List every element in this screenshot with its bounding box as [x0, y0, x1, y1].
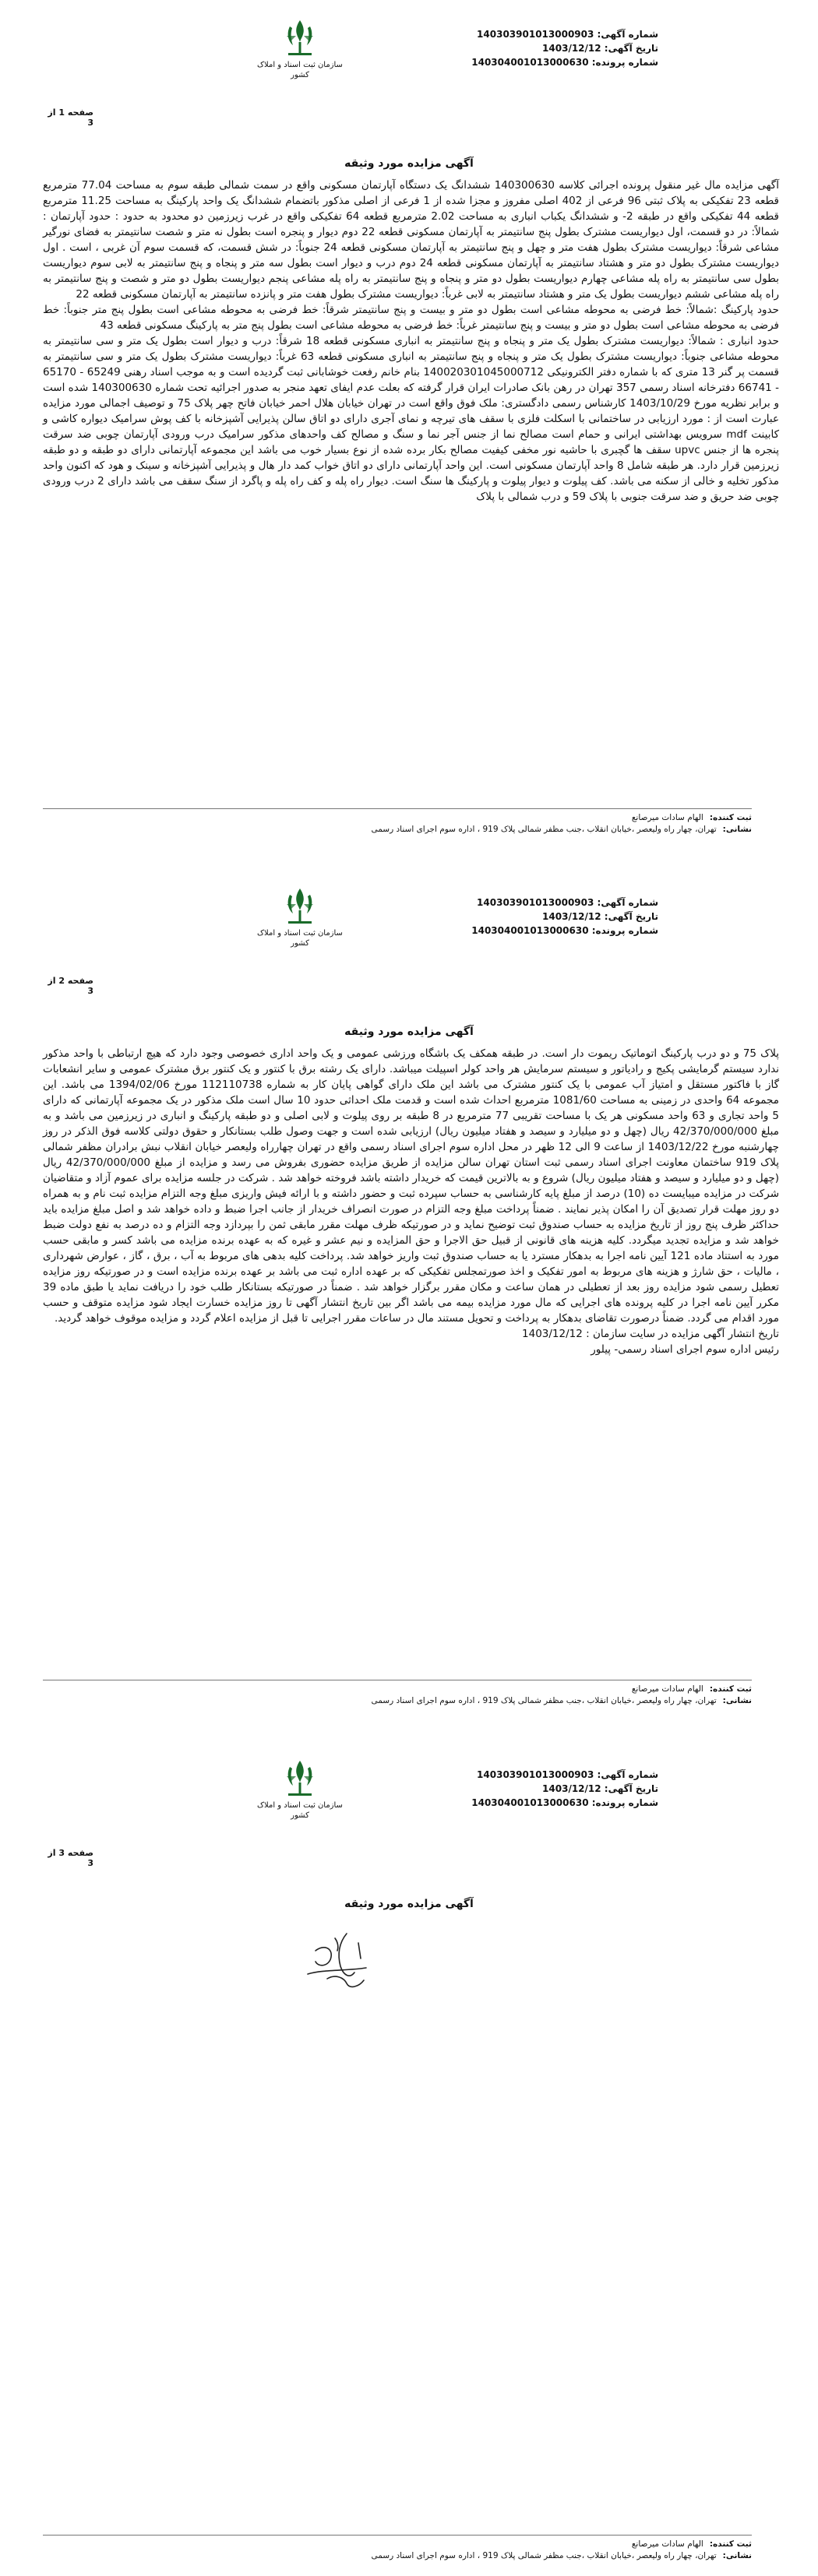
signatory: رئیس اداره سوم اجرای اسناد رسمی- پیلور [591, 1343, 779, 1356]
document-footer [43, 808, 752, 836]
file-number: شماره پرونده: 140304001013000630 [471, 925, 658, 936]
document-title: آگهی مزایده مورد وثیقه [344, 1898, 474, 1910]
body-paragraph: حدود پارکینگ :شمالاً: خط فرضی به محوطه مشاعی است بطول دو متر و بیست و پنج سانتیمتر شرقاً: خط فرضی به محوطه مشاعی است بطول پنج متر جنوباً: خط فرضی به محوطه مشاعی است بطول دو متر و بیست و پنج سانتیمتر غرباً: خط فرضی به محوطه مشاعی است بطول پنج متر به پارکینگ مسکونی قطعه 43 [43, 304, 779, 332]
page-number: صفحه 2 از 3 [48, 976, 93, 996]
emblem-caption: سازمان ثبت اسناد و املاک کشور [257, 929, 343, 948]
iran-emblem-icon [280, 1758, 319, 1800]
document-body [43, 178, 779, 505]
body-paragraph: پلاک 75 و دو درب پارکینگ اتوماتیک ریموت دار است. در طبقه همکف یک باشگاه ورزشی عمومی و یک واحد اداری خصوصی وجود دارد که هیچ ارتباطی با واحد مذکور ندارد سیستم گرمایشی پکیج و رادیاتور و سیستم سرمایش هر واحد کولر اسپیلت میباشد. دارای یک رشته برق با کنتور و یک کنتور برق مشترک عمومی و سایر انشعابات گاز با فاکتور مستقل و امتیاز آب عمومی با یک کنتور مشترک می باشد این ملک دارای گواهی پایان کار به شماره 112110738 مورخ 1394/02/06 می باشد. این مجموعه 64 واحدی در زمینی به مساحت 1081/60 مترمربع احداث شده است و قدمت ملک احداثی حدود 10 سال است ملک مذکور در یک مجموعه آپارتمانی که دارای 5 واحد تجاری و 63 واحد مسکونی هر یک با مساحت تقریبی 77 مترمربع در 8 طبقه بر روی پیلوت و لابی اصلی و دو طبقه پارکینگ و انباری در زیرزمین می باشد و به مبلغ 42/370/000/000 ریال (چهل و دو میلیارد و سیصد و هفتاد میلیون ریال) ارزیابی شده است و جهت وصول طلب بستانکار و حقوق دولتی کلاسه فوق الذکر در روز چهارشنبه مورخ 1403/12/22 از ساعت 9 الی 12 ظهر در محل اداره سوم اجرای اسناد رسمی واقع در تهران چهارراه ولیعصر خیابان انقلاب نبش برادران مظفر شمالی پلاک 919 ساختمان معاونت اجرای اسناد رسمی ثبت استان تهران سالن مزایده از طریق مزایده حضوری بفروش می رسد و مزایده از مبلغ 42/370/000/000 ریال (چهل و دو میلیارد و سیصد و هفتاد میلیون ریال) شروع و به بالاترین قیمت که خریدار داشته باشد فروخته خواهد شد . شرکت در جلسه مزایده برای عموم آزاد و متقاضیان شرکت در مزایده میبایست ده (10) درصد از مبلغ پایه کارشناسی به حساب سپرده ثبت و حضور داشته و با ارائه فیش واریزی مبلغ وجه التزام مزایده ثبت نام و به همراه دو روز مهلت قرار تصدیق آن را امکان پذیر نمایند . ضمناً پرداخت مبلغ وجه التزام در صورت انصراف خریدار از جانب اجرا ضبط و داده خواهد شد و اصل مبلغ مزایده باید حداکثر ظرف پنج روز از تاریخ مزایده به حساب صندوق ثبت توضیح نماید و در صورتیکه ظرف مهلت مقرر مابقی ثمن را بپردازد وجه التزام و ده درصد به نفع دولت ضبط خواهد شد و مزایده تجدید میگردد. کلیه هزینه های قانونی از قبیل حق الاجرا و حق المزایده و نیم عشر و غیره که به عهده برنده مزایده می باشد کسر و مابقی حسب مورد به استناد ماده 121 آیین نامه اجرا به بدهکار مسترد یا به حساب صندوق ثبت واریز خواهد شد. پرداخت کلیه بدهی های مربوط به آب ، برق ، گاز ، عوارض شهرداری ، مالیات ، حق شارژ و هزینه های مربوط به امور تفکیک و اخذ صورتمجلس تفکیکی که بر عهده اداره ثبت می باشد بر عهده برنده مزایده است و در صورتیکه روز مزایده تعطیل رسمی شود مزایده روز بعد از تعطیلی در همان ساعت و مکان مقرر برگزار خواهد شد . ضمناً در صورتیکه بستانکار طلب خود را دریافت نماید یا طبق ماده 39 مکرر آیین نامه اجرا در کلیه پرونده های اجرایی که مال مورد مزایده بیمه می باشد اگر بین تاریخ انتشار آگهی تا روز مزایده خسارت ایجاد شود مزایده متوقف و حسب مورد اقدام می گردد. ضمناً درصورت تقاضای بدهکار به پرداخت و تحویل مستند مال در ساعات مقرر اجرایی تا قبل از مزایده اعلام گردد و مزایده موقوف خواهد گردید. [43, 1047, 780, 1325]
iran-emblem-icon [280, 885, 319, 928]
document-body [43, 1046, 779, 1357]
file-number: شماره پرونده: 140304001013000630 [471, 57, 658, 68]
registration-emblem [249, 885, 351, 948]
emblem-caption: سازمان ثبت اسناد و املاک کشور [257, 61, 343, 79]
document-page-3 [0, 1740, 818, 2576]
ad-meta [425, 1768, 658, 1810]
ad-date: تاریخ آگهی: 1403/12/12 [542, 911, 658, 922]
document-page-2 [0, 868, 818, 1713]
iran-emblem-icon [280, 17, 319, 60]
ad-number: شماره آگهی: 140303901013000903 [477, 1769, 658, 1780]
document-title: آگهی مزایده مورد وثیقه [344, 1026, 474, 1038]
body-paragraph: آگهی مزایده مال غیر منقول پرونده اجرائی کلاسه 140300630 ششدانگ یک دستگاه آپارتمان مسکونی واقع در سمت شمالی طبقه سوم به مساحت 77.04 مترمربع قطعه 23 تفکیکی به پلاک ثبتی 96 فرعی از 402 اصلی مفروز و مجزا شده از 1 فرعی از اصلی مذکور باتضمام ششدانگ یک واحد پارکینگ به مساحت 11.25 مترمربع قطعه 44 تفکیکی واقع در طبقه 2- و ششدانگ یکباب انباری به مساحت 2.02 مترمربع قطعه 64 تفکیکی واقع در غرب زیرزمین دو محدود به حدود : حدود آپارتمان : شمالاً: در دو قسمت، اول دیواریست مشترک بطول پنج سانتیمتر به آپارتمان مسکونی قطعه 22 دوم دیوار و پنجره است بطول نه متر و شصت سانتیمتر به فضای نورگیر مشاعی شرقاً: دیواریست مشترک بطول هفت متر و چهل و پنج سانتیمتر به آپارتمان مسکونی قطعه 24 جنوباً: در شش قسمت، که قسمت سوم آن غربی ، است . اول دیواریست مشترک بطول دو متر و هشتاد سانتیمتر به آپارتمان مسکونی قطعه 24 دوم درب و دیوار است بطول سه متر و پنجاه و پنج سانتیمتر به لابی سوم دیواریست بطول سی سانتیمتر به راه پله مشاعی چهارم دیواریست بطول دو متر و پنجاه و پنج سانتیمتر به راه پله مشاعی پنجم دیواریست بطول دو متر و شصت و پنج سانتیمتر به راه پله مشاعی ششم دیواریست بطول یک متر و هشتاد سانتیمتر به لابی غرباً: دیواریست مشترک بطول هفت متر و پانزده سانتیمتر به آپارتمان مسکونی قطعه 22 [43, 179, 780, 301]
ad-meta [425, 27, 658, 69]
emblem-caption: سازمان ثبت اسناد و املاک کشور [257, 1801, 343, 1820]
address-label: نشانی: [722, 1696, 752, 1705]
registration-emblem [249, 1758, 351, 1821]
ad-number: شماره آگهی: 140303901013000903 [477, 897, 658, 908]
registration-emblem [249, 17, 351, 80]
document-page-1 [0, 0, 818, 837]
document-footer [43, 2535, 752, 2562]
ad-date: تاریخ آگهی: 1403/12/12 [542, 1783, 658, 1794]
issuer-label: ثبت کننده: [709, 1684, 752, 1694]
issuer-name: الهام سادات میرصانع [631, 2539, 703, 2549]
body-paragraph: حدود انباری : شمالاً: دیواریست مشترک بطول یک متر و پنجاه و پنج سانتیمتر به انباری مسکونی قطعه 18 شرقاً: درب و دیوار است بطول یک متر و سی سانتیمتر به محوطه مشاعی جنوباً: دیواریست مشترک بطول یک متر و پنجاه و پنج سانتیمتر به انباری مسکونی قطعه 63 غرباً: دیواریست مشترک بطول یک متر و سی سانتیمتر به قسمت پر گنر 13 متری که با شماره دفتر الکترونیکی 140020301045000712 بنام خانم رفعت خوشابانی ثبت گردیده است و به موجب اسناد رهنی 65249 - 65170 - 66741 دفترخانه اسناد رسمی 357 تهران در رهن بانک صادرات ایران قرار گرفته که بعلت عدم ایفای تعهد منجر به صدور اجرائیه تحت شماره 140300630 شده است و برابر نظریه مورخ 1403/10/29 کارشناس رسمی دادگستری: ملک فوق واقع است در تهران خیابان هلال احمر خیابان فاتح چهر پلاک 75 و توصیف اجمالی مورد مزایده عبارت است از : مورد ارزیابی در ساختمانی با اسکلت فلزی با سقف های تیرچه و نمای آجری دارای دو اتاق سالن پذیرایی آشپزخانه با کف پوش سرامیک دیواره کاشی و کابینت mdf سرویس بهداشتی ایرانی و حمام است مصالح نما از جنس آجر نما و سنگ و مصالح کف واحدهای مذکور سرامیک درب ورودی آپارتمان چوبی ضد سرقت پنجره ها از جنس upvc سقف ها گچبری با حاشیه نور مخفی کیفیت مصالح بکار برده شده از نوع بسیار خوب می باشد این مجموعه آپارتمانی دارای دو طبقه و دو طبقه زیرزمین قرار دارد. هر طبقه شامل 8 واحد آپارتمان مسکونی است. این واحد آپارتمانی دارای دو اتاق خواب کمد دار هال و پذیرایی آشپزخانه و سینک و هود که اکنون واحد مذکور تخلیه و خالی از سکنه می باشد. کف پیلوت و دیوار پیلوت و پارکینگ ها سنگ است. دیوار راه پله و کف راه پله و پاگرد از سنگ سقف می باشد دارای 2 درب ورودی چوبی ضد حریق و ضد سرقت جنوبی با پلاک 59 و درب شمالی با پلاک [43, 335, 780, 503]
issuer-name: الهام سادات میرصانع [631, 813, 703, 822]
ad-number: شماره آگهی: 140303901013000903 [477, 29, 658, 40]
file-number: شماره پرونده: 140304001013000630 [471, 1797, 658, 1808]
issuer-name: الهام سادات میرصانع [631, 1684, 703, 1694]
address-label: نشانی: [722, 2551, 752, 2560]
address-text: تهران، چهار راه ولیعصر ،خیابان انقلاب ،جنب مظفر شمالی پلاک 919 ، اداره سوم اجرای اسناد رسمی [371, 825, 717, 834]
page-number: صفحه 1 از 3 [48, 107, 93, 128]
address-text: تهران، چهار راه ولیعصر ،خیابان انقلاب ،جنب مظفر شمالی پلاک 919 ، اداره سوم اجرای اسناد رسمی [371, 1696, 717, 1705]
page-number: صفحه 3 از 3 [48, 1848, 93, 1868]
issuer-label: ثبت کننده: [709, 813, 752, 822]
handwritten-signature [292, 1927, 378, 1997]
address-text: تهران، چهار راه ولیعصر ،خیابان انقلاب ،جنب مظفر شمالی پلاک 919 ، اداره سوم اجرای اسناد رسمی [371, 2551, 717, 2560]
document-title: آگهی مزایده مورد وثیقه [344, 157, 474, 170]
ad-meta [425, 896, 658, 938]
publication-date: تاریخ انتشار آگهی مزایده در سایت سازمان : 1403/12/12 [522, 1328, 779, 1340]
ad-date: تاریخ آگهی: 1403/12/12 [542, 43, 658, 54]
document-footer [43, 1680, 752, 1707]
issuer-label: ثبت کننده: [709, 2539, 752, 2549]
address-label: نشانی: [722, 825, 752, 834]
